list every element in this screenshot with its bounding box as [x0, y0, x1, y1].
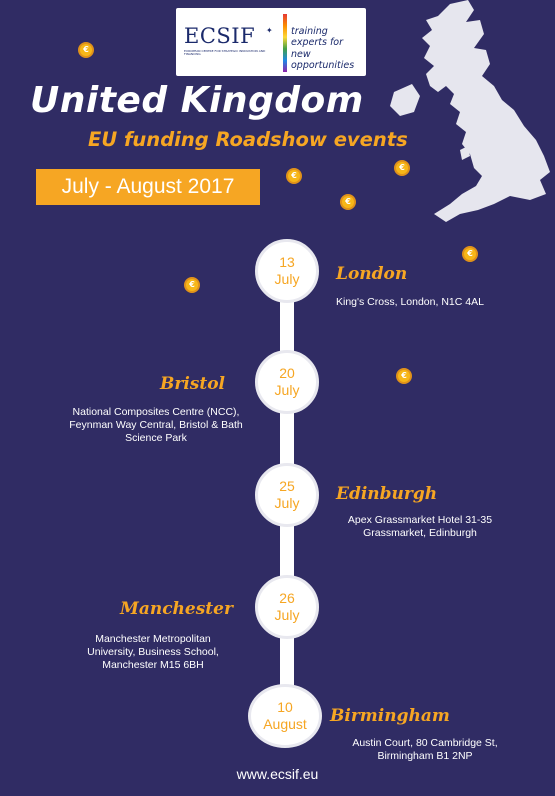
event-address-manchester: Manchester Metropolitan University, Business School, Manchester M15 6BH [87, 633, 219, 671]
rainbow-bar [283, 14, 287, 72]
page-subtitle: EU funding Roadshow events [88, 128, 408, 151]
event-date-edinburgh [255, 463, 319, 527]
logo-star-icon: ✦ [266, 26, 273, 35]
event-date-birmingham [248, 684, 322, 748]
website-link[interactable]: www.ecsif.eu [236, 766, 319, 782]
event-city-edinburgh: Edinburgh [336, 484, 438, 504]
logo-tagline: training experts for new opportunities [291, 26, 355, 72]
event-address-london: King's Cross, London, N1C 4AL [336, 296, 484, 308]
event-day: 20 [279, 365, 295, 381]
euro-coin-icon: € [78, 42, 94, 58]
logo-subline: EUROPEAN CENTRE FOR STRATEGIC INNOVATION AND FINANCING [184, 49, 266, 56]
event-city-london: London [336, 264, 408, 284]
event-day: 26 [279, 590, 295, 606]
event-month: August [263, 716, 307, 732]
date-range-banner: July - August 2017 [36, 169, 260, 205]
euro-coin-icon: € [396, 368, 412, 384]
event-day: 10 [277, 699, 293, 715]
page-title: United Kingdom [30, 80, 364, 121]
event-address-edinburgh: Apex Grassmarket Hotel 31-35 Grassmarket, Edinburgh [347, 514, 493, 539]
logo-brand: ECSIF [184, 24, 256, 48]
euro-coin-icon: € [286, 168, 302, 184]
event-day: 13 [279, 254, 295, 270]
event-address-birmingham: Austin Court, 80 Cambridge St, Birmingham B1 2NP [352, 737, 498, 762]
event-month: July [274, 271, 300, 287]
event-date-london [255, 239, 319, 303]
event-month: July [274, 495, 300, 511]
event-month: July [274, 607, 300, 623]
event-address-bristol: National Composites Centre (NCC), Feynman Way Central, Bristol & Bath Science Park [69, 406, 243, 444]
event-date-manchester [255, 575, 319, 639]
event-city-bristol: Bristol [160, 374, 226, 394]
uk-map-icon [390, 0, 555, 230]
ecsif-logo [176, 8, 366, 76]
euro-coin-icon: € [340, 194, 356, 210]
event-month: July [274, 382, 300, 398]
euro-coin-icon: € [462, 246, 478, 262]
event-date-bristol [255, 350, 319, 414]
event-city-birmingham: Birmingham [330, 706, 450, 726]
euro-coin-icon: € [184, 277, 200, 293]
event-day: 25 [279, 478, 295, 494]
euro-coin-icon: € [394, 160, 410, 176]
event-city-manchester: Manchester [120, 599, 233, 619]
